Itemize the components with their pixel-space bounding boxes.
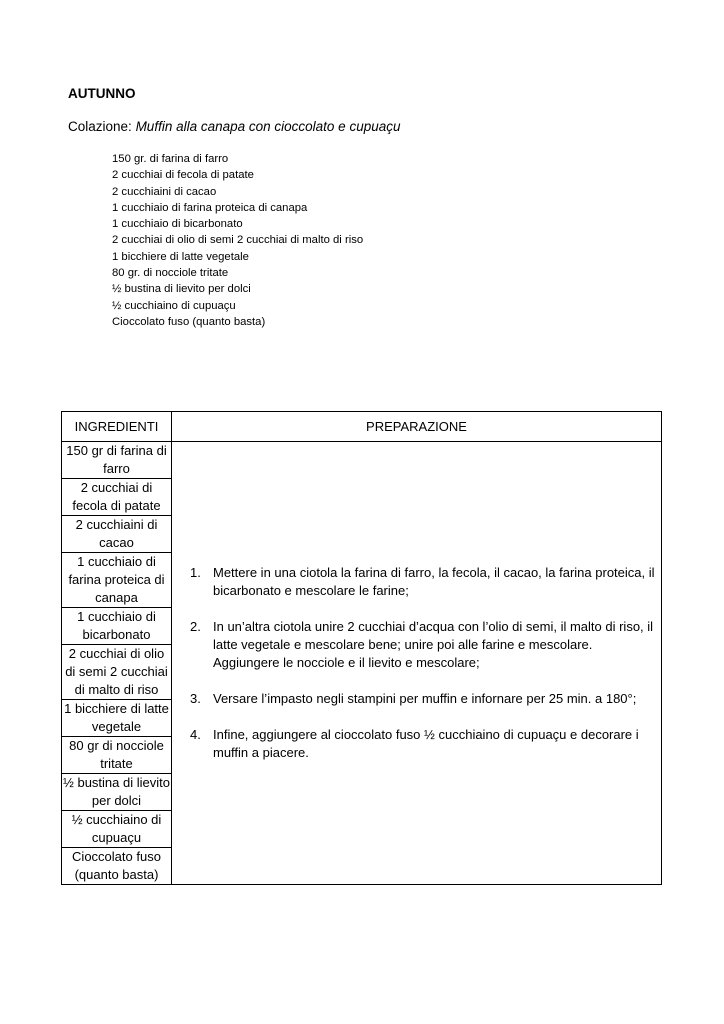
list-item: Cioccolato fuso (quanto basta) bbox=[112, 315, 266, 328]
ingredient-cell: 1 bicchiere di latte vegetale bbox=[62, 700, 172, 737]
preparation-step bbox=[172, 690, 661, 708]
recipe-table bbox=[61, 411, 662, 885]
step-number: 1. bbox=[190, 565, 201, 580]
ingredients-list bbox=[112, 151, 363, 330]
ingredient-cell: ½ cucchiaino di cupuaçu bbox=[62, 811, 172, 848]
ingredients-header: INGREDIENTI bbox=[62, 412, 172, 442]
step-text: Mettere in una ciotola la farina di farro, la fecola, il cacao, la farina proteica, il bicarbonato e mescolare le farine; bbox=[213, 565, 655, 598]
season-heading: AUTUNNO bbox=[68, 86, 136, 101]
preparation-header: PREPARAZIONE bbox=[172, 412, 662, 442]
list-item: 2 cucchiai di olio di semi 2 cucchiai di malto di riso bbox=[112, 234, 364, 247]
step-text: In un’altra ciotola unire 2 cucchiai d’acqua con l’olio di semi, il malto di riso, il latte vegetale e mescolare bene; unire poi alle farine e mescolare. Aggiungere le nocciole e il lievito e mescolare; bbox=[213, 619, 654, 670]
step-text: Versare l’impasto negli stampini per muffin e infornare per 25 min. a 180°; bbox=[213, 691, 637, 706]
recipe-title: Muffin alla canapa con cioccolato e cupuaçu bbox=[135, 119, 401, 134]
list-item: 1 bicchiere di latte vegetale bbox=[112, 250, 249, 263]
table-row bbox=[62, 442, 662, 479]
table-header-row bbox=[62, 412, 662, 442]
list-item: 80 gr. di nocciole tritate bbox=[112, 267, 229, 280]
ingredient-cell: 150 gr di farina di farro bbox=[62, 442, 172, 479]
list-item: 2 cucchiaini di cacao bbox=[112, 185, 217, 198]
preparation-step bbox=[172, 726, 661, 762]
ingredient-cell: 1 cucchiaio di bicarbonato bbox=[62, 608, 172, 645]
step-text: Infine, aggiungere al cioccolato fuso ½ cucchiaino di cupuaçu e decorare i muffin a piacere. bbox=[213, 727, 639, 760]
preparation-step bbox=[172, 564, 661, 600]
list-item: ½ bustina di lievito per dolci bbox=[112, 283, 251, 296]
step-number: 3. bbox=[190, 691, 201, 706]
preparation-cell bbox=[172, 442, 662, 885]
ingredient-cell: 2 cucchiai di olio di semi 2 cucchiai di malto di riso bbox=[62, 645, 172, 700]
list-item: 1 cucchiaio di farina proteica di canapa bbox=[112, 201, 308, 214]
preparation-steps bbox=[172, 564, 661, 762]
meal-line bbox=[68, 119, 400, 134]
list-item: 150 gr. di farina di farro bbox=[112, 153, 229, 165]
step-number: 4. bbox=[190, 727, 201, 742]
ingredient-cell: 2 cucchiaini di cacao bbox=[62, 516, 172, 553]
ingredient-cell: 80 gr di nocciole tritate bbox=[62, 737, 172, 774]
meal-label: Colazione: bbox=[68, 119, 132, 134]
ingredient-cell: ½ bustina di lievito per dolci bbox=[62, 774, 172, 811]
list-item: ½ cucchiaino di cupuaçu bbox=[112, 299, 236, 312]
ingredient-cell: Cioccolato fuso (quanto basta) bbox=[62, 848, 172, 885]
list-item: 1 cucchiaio di bicarbonato bbox=[112, 218, 243, 231]
ingredient-cell: 2 cucchiai di fecola di patate bbox=[62, 479, 172, 516]
step-number: 2. bbox=[190, 619, 201, 634]
ingredient-cell: 1 cucchiaio di farina proteica di canapa bbox=[62, 553, 172, 608]
list-item: 2 cucchiai di fecola di patate bbox=[112, 169, 254, 182]
preparation-step bbox=[172, 618, 661, 672]
